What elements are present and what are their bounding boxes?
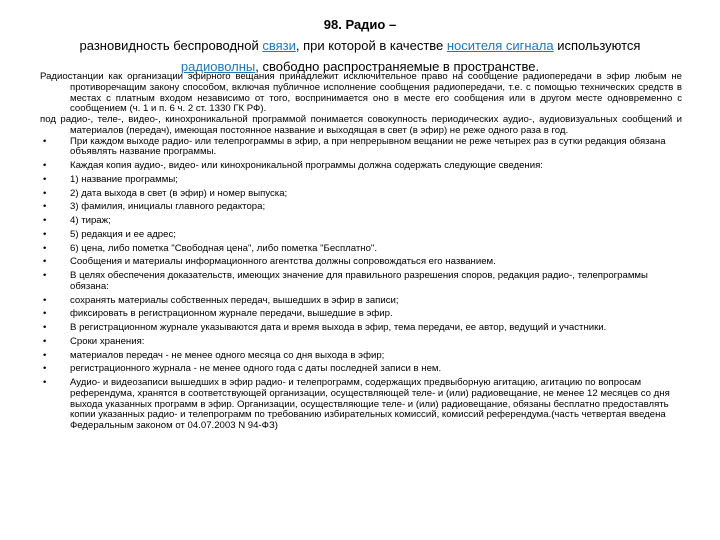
- bullet-icon: •: [43, 270, 47, 281]
- list-item: • 1) название программы;: [43, 173, 178, 185]
- list-item: • Каждая копия аудио-, видео- или кинохроникальной программы должна содержать следующие сведения:: [43, 160, 543, 171]
- bullet-icon: •: [43, 173, 47, 185]
- list-item: • регистрационного журнала - не менее одного года с даты последней записи в нем.: [43, 363, 442, 375]
- link-svyazi[interactable]: связи: [262, 38, 296, 53]
- list-item: • фиксировать в регистрационном журнале передачи, вышедшие в эфир.: [43, 308, 393, 320]
- bullet-icon: •: [43, 201, 47, 213]
- bullet-icon: •: [43, 228, 47, 240]
- list-item: • 3) фамилия, инициалы главного редактора;: [43, 201, 266, 213]
- list-item: • В регистрационном журнале указываются дата и время выхода в эфир, тема передачи, ее автор, ведущий и участники.: [43, 322, 607, 333]
- link-radiovolny[interactable]: радиоволны: [180, 59, 256, 74]
- bullet-icon: •: [43, 335, 47, 347]
- bullet-icon: •: [43, 363, 47, 375]
- list-item: • В целях обеспечения доказательств, имеющих значение для правильного разрешения споров, редакция радио-, телепрограммы обязана:: [43, 270, 648, 292]
- list-item: • материалов передач - не менее одного месяца со дня выхода в эфир;: [43, 349, 385, 361]
- bullet-icon: •: [43, 377, 47, 388]
- link-nositel-signala[interactable]: носителя сигнала: [446, 38, 554, 53]
- bullet-icon: •: [43, 242, 47, 254]
- list-item: • 5) редакция и ее адрес;: [43, 228, 176, 240]
- bullet-list: [40, 137, 682, 432]
- slide-body: [40, 72, 682, 435]
- list-item: • Сообщения и материалы информационного агентства должны сопровождаться его названием.: [43, 256, 496, 268]
- list-item: • Сроки хранения:: [43, 335, 145, 347]
- list-item: • 4) тираж;: [43, 215, 111, 226]
- bullet-icon: •: [43, 135, 47, 147]
- definition-paragraph: под радио-, теле-, видео-, кинохроникальной программой понимается совокупность периодических аудио-, аудиовизуальных сообщений и материалов (передач), имеющая постоянное название и выходящая в свет (в эфир) не реже одного раза в год.: [40, 114, 682, 136]
- list-item: • сохранять материалы собственных передач, вышедших в эфир в записи;: [43, 294, 399, 306]
- list-item: • 2) дата выхода в свет (в эфир) и номер выпуска;: [43, 187, 288, 199]
- bullet-icon: •: [43, 187, 47, 199]
- bullet-icon: •: [43, 349, 47, 361]
- subtitle-text-a: разновидность беспроводной: [79, 38, 263, 53]
- subtitle-line-1: [20, 35, 700, 56]
- slide-title: 98. Радио –: [323, 17, 397, 32]
- subtitle-text-d: , свободно распространяемые в пространстве.: [255, 59, 540, 74]
- bullet-icon: •: [43, 322, 47, 333]
- bullet-icon: •: [43, 256, 47, 268]
- list-item: • При каждом выходе радио- или телепрограммы в эфир, а при непрерывном вещании не реже четырех раз в сутки редакция обязана объявлять название программы.: [43, 135, 666, 158]
- subtitle-text-b: , при которой в качестве: [295, 38, 447, 53]
- bullet-icon: •: [43, 215, 47, 226]
- list-item: • 6) цена, либо пометка "Свободная цена", либо пометка "Бесплатно".: [43, 242, 377, 254]
- bullet-icon: •: [43, 160, 47, 171]
- bullet-icon: •: [43, 308, 47, 320]
- slide-header: [20, 14, 700, 77]
- intro-paragraph: Радиостанции как организации эфирного вещания принадлежит исключительное право на сообщение радиопередачи в эфир любым не противоречащим закону способом, включая публичное исполнение сообщения радиопередачи, т.е. с помощью технических средств в местах с платным входом независимо от того, воспринимается оно в месте его сообщения или в другом месте одновременно с сообщением (ч. 1 и п. 6 ч. 2 ст. 1330 ГК РФ).: [40, 71, 682, 115]
- subtitle-text-c: используются: [553, 38, 641, 53]
- bullet-icon: •: [43, 294, 47, 306]
- list-item: • Аудио- и видеозаписи вышедших в эфир радио- и телепрограмм, содержащих предвыборную агитацию, агитацию по вопросам референдума, хранятся в соответствующей организации, осуществляющей теле- и (или) радиовещание, не менее 12 месяцев со дня выхода указанных программ в эфир. Организации, осуществляющие теле- и (или) радиовещание, обязаны бесплатно предоставлять копии указанных радио- и телепрограмм по требованию избирательных комиссий, комиссий референдума.(часть четвертая введена Федеральным законом от 04.07.2003 N 94-ФЗ): [43, 377, 670, 431]
